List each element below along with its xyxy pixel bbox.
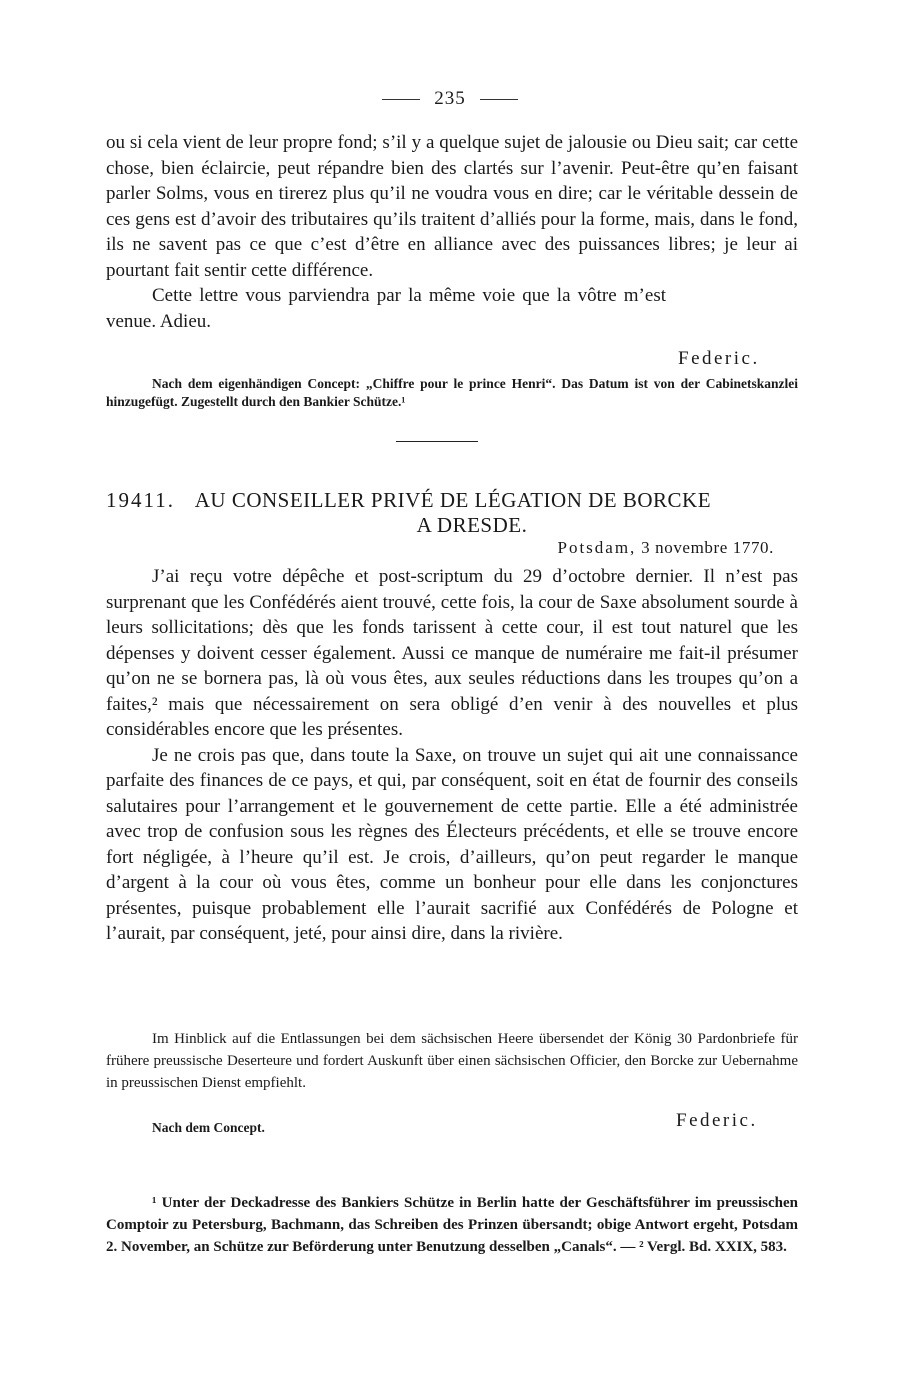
letter-date: 3 novembre 1770. (641, 538, 774, 557)
page-number (0, 88, 900, 110)
letter-heading (106, 488, 798, 538)
continuation-text (106, 130, 798, 334)
letter-place: Potsdam, (557, 538, 637, 557)
continuation-paragraph-1: ou si cela vient de leur propre fond; s’il y a quelque sujet de jalousie ou Dieu sait; car cette chose, bien éclaircie, peut répandre bien des clartés sur l’avenir. Peut-être qu’en faisant parler Solms, vous en tirerez plus qu’il ne voudra vous en dire; car le véritable dessein de ces gens est d’avoir des tributaires qu’ils traitent d’alliés pour la forme, mais, dans le fond, ils ne savent pas ce que c’est d’être en alliance avec des puissances libres; je leur ai pourtant fait sentir cette différence. (106, 132, 798, 281)
continuation-paragraph-2: Cette lettre vous parviendra par la même voie que la vôtre m’est venue. Adieu. (106, 285, 666, 332)
letter-summary: Im Hinblick auf die Entlassungen bei dem sächsischen Heere übersendet der König 30 Pardonbriefe für frühere preussische Deserteure und fordert Auskunft über einen sächsischen Officier, den Borcke zur Uebernahme in preussischen Dienst empfiehlt. (106, 1031, 798, 1091)
continuation-signature: Federic. (678, 348, 760, 369)
page-number-dash-left (382, 99, 420, 100)
letter-number: 19411. (106, 488, 175, 512)
letter-dateline (558, 538, 775, 558)
footnotes: ¹ Unter der Deckadresse des Bankiers Schütze in Berlin hatte der Geschäftsführer im preussischen Comptoir zu Petersburg, Bachmann, das Schreiben des Prinzen übersandt; obige Antwort ergeht, Potsdam 2. November, an Schütze zur Beförderung unter Benutzung desselben „Canals“. — ² Vergl. Bd. XXIX, 583. (106, 1195, 798, 1255)
letter-source-note: Nach dem Concept. (152, 1120, 265, 1135)
continuation-source-note: Nach dem eigenhändigen Concept: „Chiffre pour le prince Henri“. Das Datum ist von der Cabinetskanzlei hinzugefügt. Zugestellt durch den Bankier Schütze.¹ (106, 376, 798, 409)
letter-signature: Federic. (676, 1110, 758, 1131)
page-number-text: 235 (434, 88, 466, 109)
page-number-dash-right (480, 99, 518, 100)
letter-paragraph-2: Je ne crois pas que, dans toute la Saxe, on trouve un sujet qui ait une connaissance parfaite des finances de ce pays, et qui, par conséquent, soit en état de fournir des conseils salutaires pour l’arrangement et le gouvernement de cette partie. Elle a été administrée avec trop de confusion sous les règnes des Électeurs précédents, et elle se trouve encore fort négligée, à l’heure qu’il est. Je crois, d’ailleurs, qu’on peut regarder le manque d’argent à la cour où vous êtes, comme un bonheur pour elle dans les conjonctures présentes, puisque probablement elle l’aurait sacrifié aux Confédérés de Pologne et l’aurait, par conséquent, jeté, pour ainsi dire, dans la rivière. (106, 744, 798, 944)
letter-title-line-2: A DRESDE. (416, 513, 528, 537)
letter-body (106, 564, 798, 947)
letter-title-line-1: AU CONSEILLER PRIVÉ DE LÉGATION DE BORCKE (194, 488, 712, 512)
section-divider (396, 441, 478, 442)
letter-paragraph-1: J’ai reçu votre dépêche et post-scriptum du 29 d’octobre dernier. Il n’est pas surprenant que les Confédérés aient trouvé, cette fois, la cour de Saxe absolument sourde à leurs sollicitations; dès que les fonds tarissent à cette cour, il est tout naturel que les dépenses y doivent cesser également. Aussi ce manque de numéraire me fait-il présumer qu’on ne se bornera pas, là où vous êtes, aux seules réductions dans les troupes qu’on a faites,² mais que nécessairement on sera obligé d’en venir à des nouvelles et plus considérables encore que les présentes. (106, 566, 798, 740)
